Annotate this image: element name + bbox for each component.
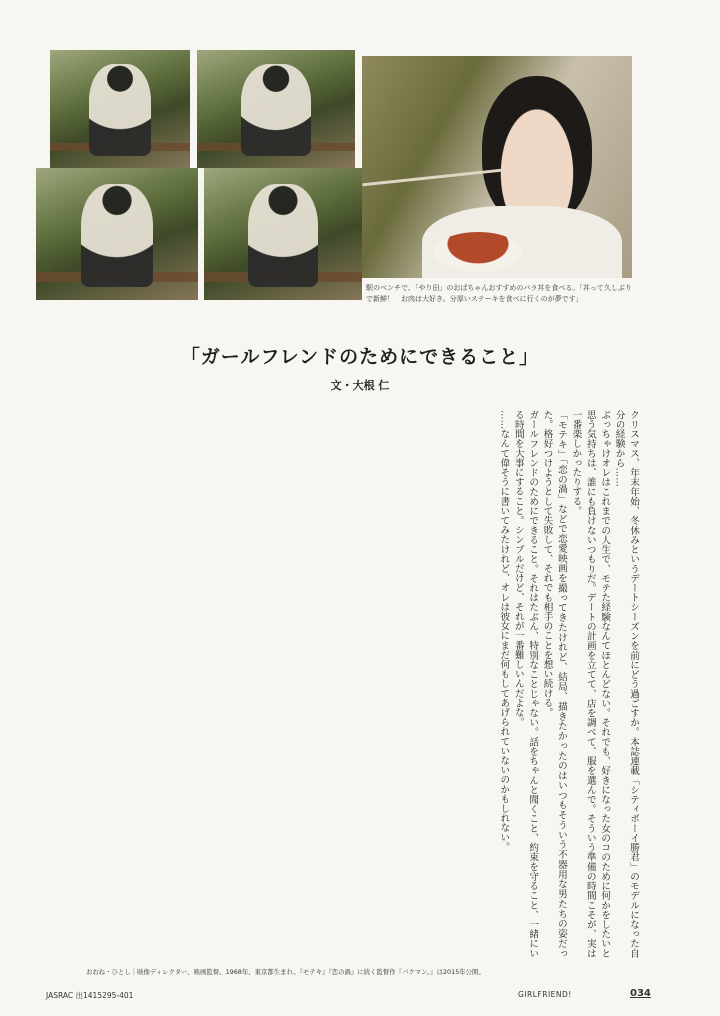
photo-bench-4 bbox=[204, 168, 362, 300]
photo-eating-bowl bbox=[362, 56, 632, 278]
author-bio: おおね・ひとし｜映像ディレクター、映画監督。1968年、東京都生まれ。『モテキ』『恋の渦』に続く監督作『バクマン。』は2015年公開。 bbox=[86, 968, 485, 976]
photo-bench-2 bbox=[197, 50, 355, 168]
page-number: 034 bbox=[630, 988, 651, 999]
photo-bench-1 bbox=[50, 50, 190, 168]
article-paragraph: ガールフレンドのためにできること。それはたぶん、特別なことじゃない。話をちゃんと聞くこと、約束を守ること、一緒にいる時間を大事にすること。シンプルだけど、それが一番難しいんだよな。 bbox=[512, 410, 539, 958]
article-body bbox=[74, 410, 640, 958]
article-paragraph: ぶっちゃけオレはこれまでの人生で、モテた経験なんてほとんどない。それでも、好きになった女のコのために何かをしたいと思う気持ちは、誰にも負けないつもりだ。デートの計画を立てて、店を調べて、服を選んで。そういう準備の時間こそが、実は一番楽しかったりする。 bbox=[570, 410, 611, 958]
article-headline: 「ガールフレンドのためにできること」 bbox=[180, 346, 540, 368]
photo-caption: 駅のベンチで、「やり田」のおばちゃんおすすめのバラ丼を食べる。「丼って久しぶりで新鮮！ お肉は大好き。分厚いステーキを食べに行くのが夢です」 bbox=[366, 284, 632, 303]
article-paragraph: ……なんて偉そうに書いてみたけれど、オレは彼女にまだ何もしてあげられていないのかもしれない。 bbox=[498, 410, 510, 852]
article-byline: 文・大根 仁 bbox=[330, 379, 390, 392]
article-paragraph: クリスマス、年末年始、冬休みというデートシーズンを前にどう過ごすか。本誌連載「シティボーイ勝君」のモデルになった自分の経験から…… bbox=[613, 410, 639, 958]
photo-bench-3 bbox=[36, 168, 198, 300]
magazine-name: GIRLFRIEND! bbox=[518, 990, 572, 999]
jasrac-code: JASRAC 出1415295-401 bbox=[46, 991, 134, 1000]
article-paragraph: 「モテキ」「恋の渦」などで恋愛映画を撮ってきたけれど、結局、描きたかったのはいつもそういう不器用な男たちの姿だった。格好つけようとして失敗して、それでも相手のことを想い続ける。 bbox=[541, 410, 567, 958]
